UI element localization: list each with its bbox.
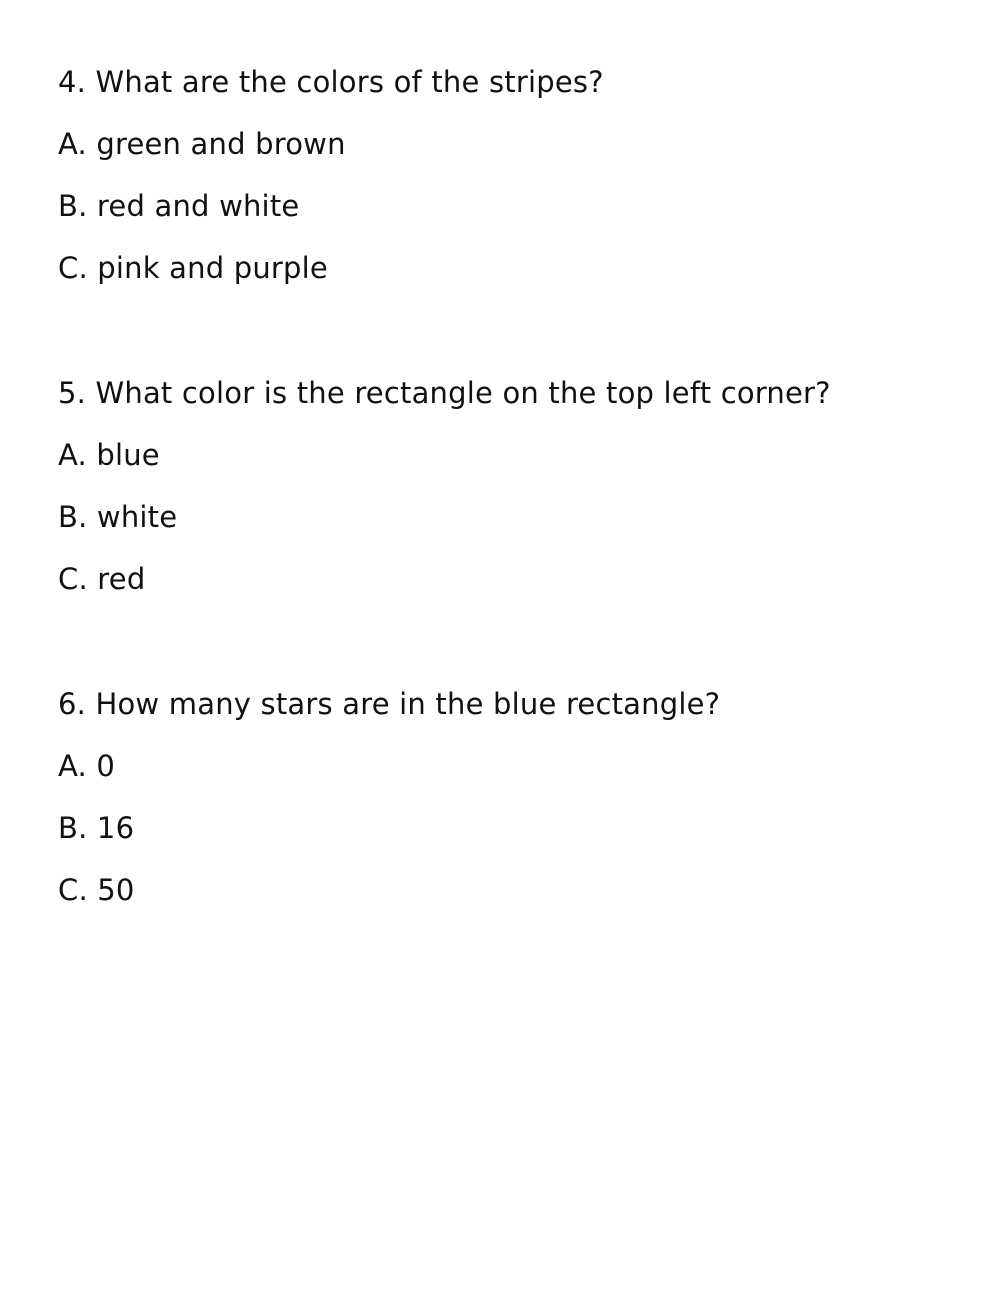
answer-option-a[interactable]: A. green and brown [58,127,346,161]
answer-option-b[interactable]: B. white [58,500,178,534]
answer-option-c[interactable]: C. red [58,562,146,596]
question-prompt: 5. What color is the rectangle on the top left corner? [58,376,831,410]
answer-option-c[interactable]: C. 50 [58,873,135,907]
question-prompt: 4. What are the colors of the stripes? [58,65,604,99]
answer-option-b[interactable]: B. red and white [58,189,300,223]
question-prompt: 6. How many stars are in the blue rectangle? [58,687,721,721]
answer-option-c[interactable]: C. pink and purple [58,251,328,285]
answer-option-a[interactable]: A. 0 [58,749,116,783]
answer-option-a[interactable]: A. blue [58,438,160,472]
answer-option-b[interactable]: B. 16 [58,811,135,845]
